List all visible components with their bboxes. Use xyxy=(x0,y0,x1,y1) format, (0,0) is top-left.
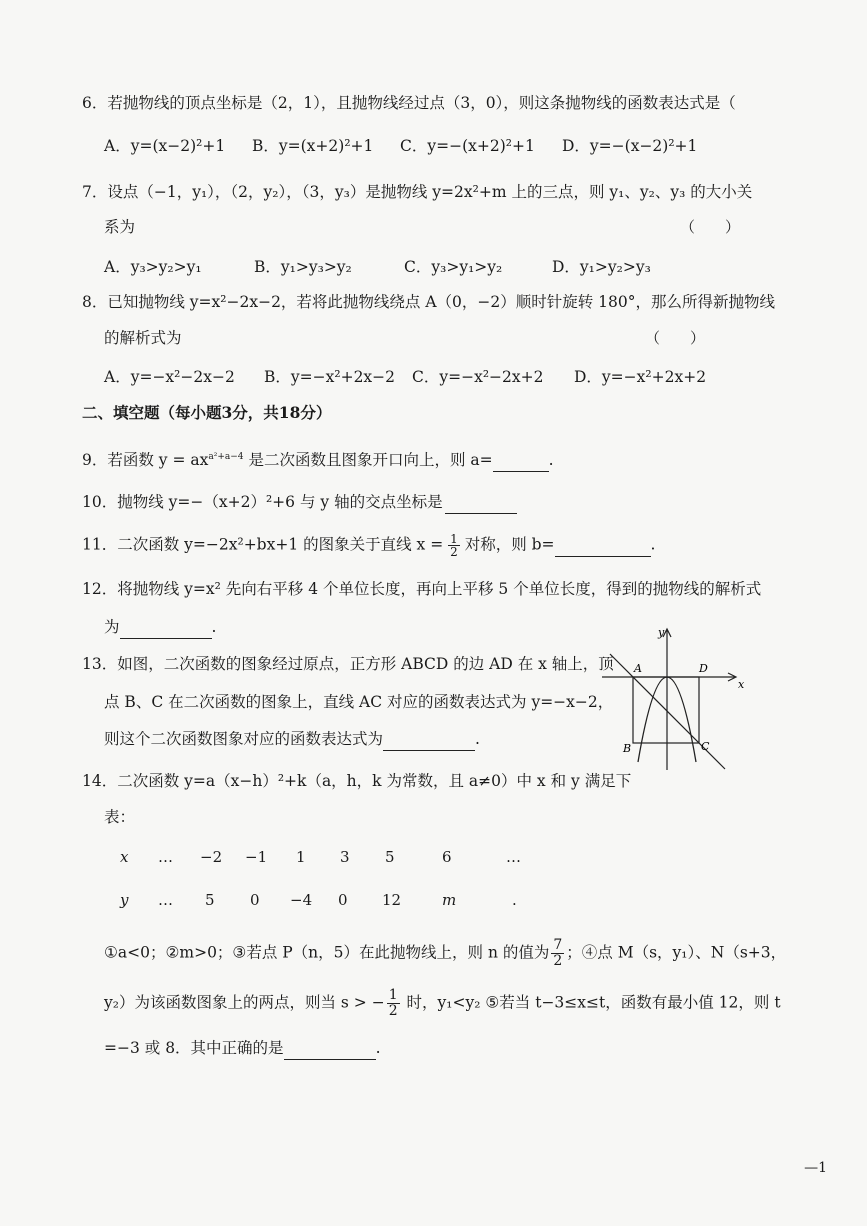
q14-end: . xyxy=(375,1039,381,1057)
q9-end: . xyxy=(548,451,554,470)
q14-s2-fraction xyxy=(387,988,400,1019)
q12-answer-blank[interactable] xyxy=(120,616,212,639)
q9-post: 是二次函数且图象开口向上，则 a= xyxy=(243,451,493,470)
q9-exponent: a²+a−4 xyxy=(208,452,244,462)
page-number: —1 xyxy=(804,1160,827,1176)
table-x-cell: 6 xyxy=(442,848,452,866)
table-x-cell: 5 xyxy=(385,848,395,866)
q7-answer-paren: （ ） xyxy=(680,218,741,236)
q6-option-b: B．y=(x+2)²+1 xyxy=(252,137,374,155)
q7-options xyxy=(104,256,827,278)
table-x-cell: 1 xyxy=(296,848,306,866)
table-x-cell: 3 xyxy=(340,848,350,866)
q11 xyxy=(82,533,827,558)
table-y-cell: 0 xyxy=(250,891,260,909)
q11-answer-blank[interactable] xyxy=(555,534,651,557)
q7-stem: 7．设点（−1，y₁），（2，y₂），（3，y₃）是抛物线 y=2x²+m 上的三点，则 y₁、y₂、y₃ 的大小关 xyxy=(82,183,753,201)
q12-prefix: 为 xyxy=(104,618,120,636)
q8-option-b: B．y=−x²+2x−2 xyxy=(264,368,396,386)
table-y-label: y xyxy=(120,891,129,909)
q14-answer-blank[interactable] xyxy=(284,1037,376,1060)
q14-s3-text: =−3 或 8．其中正确的是 xyxy=(104,1039,284,1057)
q8-options xyxy=(104,366,827,388)
section-title: 二、填空题（每小题3分，共18分） xyxy=(82,403,332,422)
q11-post: 对称，则 b= xyxy=(459,535,555,554)
label-d: D xyxy=(699,662,708,675)
q6-option-d: D．y=−(x−2)²+1 xyxy=(562,137,698,155)
q9-answer-blank[interactable] xyxy=(493,449,549,472)
q14-s2-post: 时，y₁<y₂ ⑤若当 t−3≤x≤t，函数有最小值 12，则 t xyxy=(401,993,781,1012)
q9-pre: 9．若函数 y = ax xyxy=(82,451,209,470)
table-y-cell: −4 xyxy=(290,891,313,909)
q13-end: . xyxy=(475,730,480,748)
label-a: A xyxy=(634,662,642,675)
q10 xyxy=(82,491,827,514)
q14-s2-den: 2 xyxy=(388,1003,398,1019)
q7-option-c: C．y₃>y₁>y₂ xyxy=(404,258,503,276)
q8-stem-cont: 的解析式为 xyxy=(104,329,182,347)
q10-pre: 10．抛物线 y=−（x+2）²+6 与 y 轴的交点坐标是 xyxy=(82,493,443,511)
q13-line1: 13．如图，二次函数的图象经过原点，正方形 ABCD 的边 AD 在 x 轴上，顶 xyxy=(82,655,614,673)
q12-line1: 12．将抛物线 y=x² 先向右平移 4 个单位长度，再向上平移 5 个单位长度，得到的抛物线的解析式 xyxy=(82,580,762,598)
q8-option-d: D．y=−x²+2x+2 xyxy=(574,368,707,386)
q8-option-a: A．y=−x²−2x−2 xyxy=(104,368,235,386)
table-y-cell: m xyxy=(442,891,457,909)
q8-option-c: C．y=−x²−2x+2 xyxy=(412,368,544,386)
q11-end: . xyxy=(650,535,656,554)
table-y-cell: 12 xyxy=(382,891,402,909)
q9 xyxy=(82,446,827,472)
q14-line2: 表： xyxy=(104,808,136,826)
q13-answer-blank[interactable] xyxy=(383,728,475,751)
q14-s1-text: ①a<0；②m>0；③若点 P（n，5）在此抛物线上，则 n 的值为 xyxy=(104,943,550,962)
q6-options xyxy=(104,135,827,157)
q14-s2-text: y₂）为该函数图象上的两点，则当 s > − xyxy=(104,993,385,1012)
q14-s2-num: 1 xyxy=(388,987,398,1003)
q11-fraction xyxy=(448,533,460,558)
table-x-cell: … xyxy=(158,848,173,866)
q7-stem-cont: 系为 xyxy=(104,218,136,236)
q11-fraction-num: 1 xyxy=(450,532,458,546)
q7-option-b: B．y₁>y₃>y₂ xyxy=(254,258,352,276)
table-x-cell: … xyxy=(506,848,521,866)
q10-answer-blank[interactable] xyxy=(445,491,517,514)
label-c: C xyxy=(701,740,710,753)
table-x-cell: −1 xyxy=(245,848,268,866)
q6-option-a: A．y=(x−2)²+1 xyxy=(104,137,226,155)
table-x-cell: −2 xyxy=(200,848,223,866)
q13-figure xyxy=(600,622,750,772)
q14-s1-den: 2 xyxy=(553,953,563,969)
q11-fraction-den: 2 xyxy=(450,545,458,559)
table-y-cell: 5 xyxy=(205,891,215,909)
q13-prefix: 则这个二次函数图象对应的函数表达式为 xyxy=(104,730,384,748)
q14-statement-3 xyxy=(104,1037,827,1060)
table-y-cell: . xyxy=(512,891,517,909)
q14-statement-1 xyxy=(104,938,827,969)
label-x: x xyxy=(738,678,745,691)
q13-line2: 点 B、C 在二次函数的图象上，直线 AC 对应的函数表达式为 y=−x−2， xyxy=(104,693,614,711)
table-x-label: x xyxy=(120,848,129,866)
q14-s1-num: 7 xyxy=(553,937,563,953)
q7-option-a: A．y₃>y₂>y₁ xyxy=(104,258,202,276)
q11-pre: 11．二次函数 y=−2x²+bx+1 的图象关于直线 x = xyxy=(82,535,449,554)
table-y-cell: … xyxy=(158,891,173,909)
q14-s1-post: ；④点 M（s，y₁）、N（s+3， xyxy=(566,943,787,962)
q14-line1: 14．二次函数 y=a（x−h）²+k（a，h，k 为常数，且 a≠0）中 x 和 y 满足下 xyxy=(82,772,632,790)
q12-end: . xyxy=(211,618,217,636)
q6-stem: 6．若抛物线的顶点坐标是（2，1），且抛物线经过点（3，0），则这条抛物线的函数表达式是（ xyxy=(82,94,736,112)
q14-s1-fraction xyxy=(551,938,564,969)
q8-answer-paren: （ ） xyxy=(645,329,706,347)
label-y: y xyxy=(658,626,665,639)
q14-statement-2 xyxy=(104,988,827,1019)
table-y-cell: 0 xyxy=(338,891,348,909)
q6-option-c: C．y=−(x+2)²+1 xyxy=(400,137,535,155)
q7-option-d: D．y₁>y₂>y₃ xyxy=(552,258,651,276)
label-b: B xyxy=(623,742,632,755)
q8-stem: 8．已知抛物线 y=x²−2x−2，若将此抛物线绕点 A（0，−2）顺时针旋转 180°，那么所得新抛物线 xyxy=(82,293,776,311)
